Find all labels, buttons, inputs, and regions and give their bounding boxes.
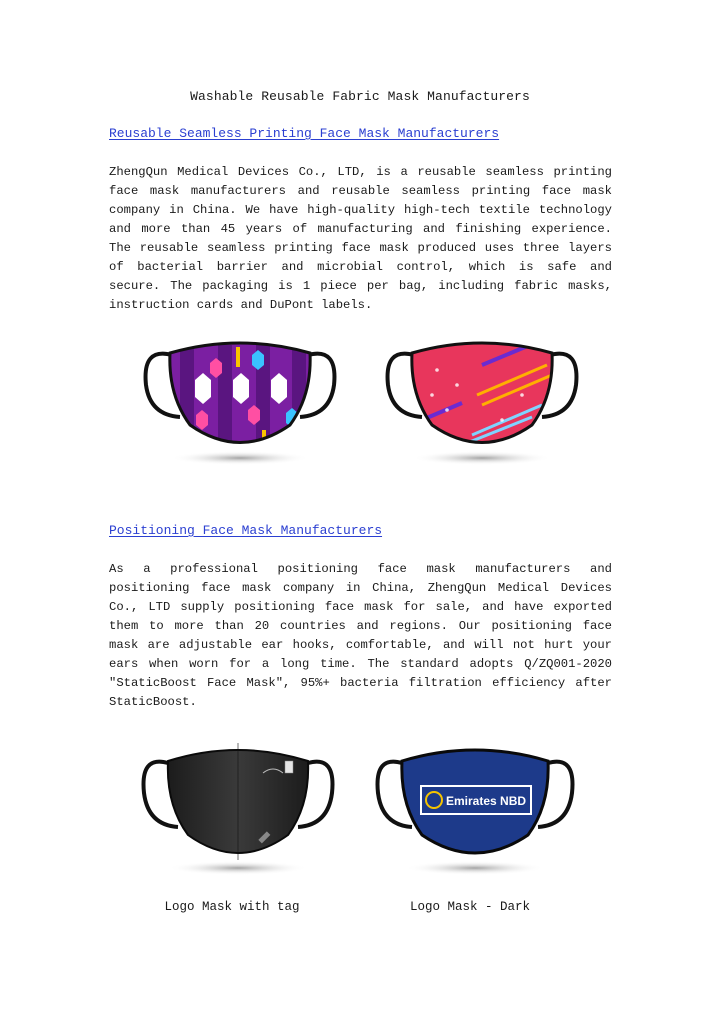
section-heading-seamless-printing[interactable]: Reusable Seamless Printing Face Mask Manufacturers [109, 126, 500, 141]
caption-logo-mask-dark: Logo Mask - Dark [409, 900, 531, 914]
mask-image-navy [370, 735, 580, 880]
mask-image-pink [382, 325, 582, 470]
navy-mask-logo-text: Emirates NBD [446, 794, 527, 808]
section-body-seamless-printing: ZhengQun Medical Devices Co., LTD, is a reusable seamless printing face mask manufacturers and reusable seamless printing face mask company in China. We have high-quality high-tech textile technology and more than 45 years of manufacturing and finishing experience. The reusable seamless printing face mask produced uses three layers of bacterial barrier and microbial control, which is safe and secure. The packaging is 1 piece per bag, including fabric masks, instruction cards and DuPont labels. [109, 165, 612, 312]
section-heading-positioning[interactable]: Positioning Face Mask Manufacturers [109, 523, 383, 538]
mask-image-purple [140, 325, 340, 470]
caption-logo-mask-with-tag: Logo Mask with tag [164, 900, 300, 914]
document-title: Washable Reusable Fabric Mask Manufacturers [190, 89, 530, 104]
section-body-positioning: As a professional positioning face mask manufacturers and positioning face mask company in China, ZhengQun Medical Devices Co., LTD supply positioning face mask for sale, and have exported them to more than 20 countries and regions. Our positioning face mask are adjustable ear hooks, comfortable, and will not hurt your ears when worn for a long time. The standard adopts Q/ZQ001-2020 "StaticBoost Face Mask", 95%+ bacteria filtration efficiency after StaticBoost. [109, 562, 612, 709]
mask-image-black [138, 735, 338, 880]
